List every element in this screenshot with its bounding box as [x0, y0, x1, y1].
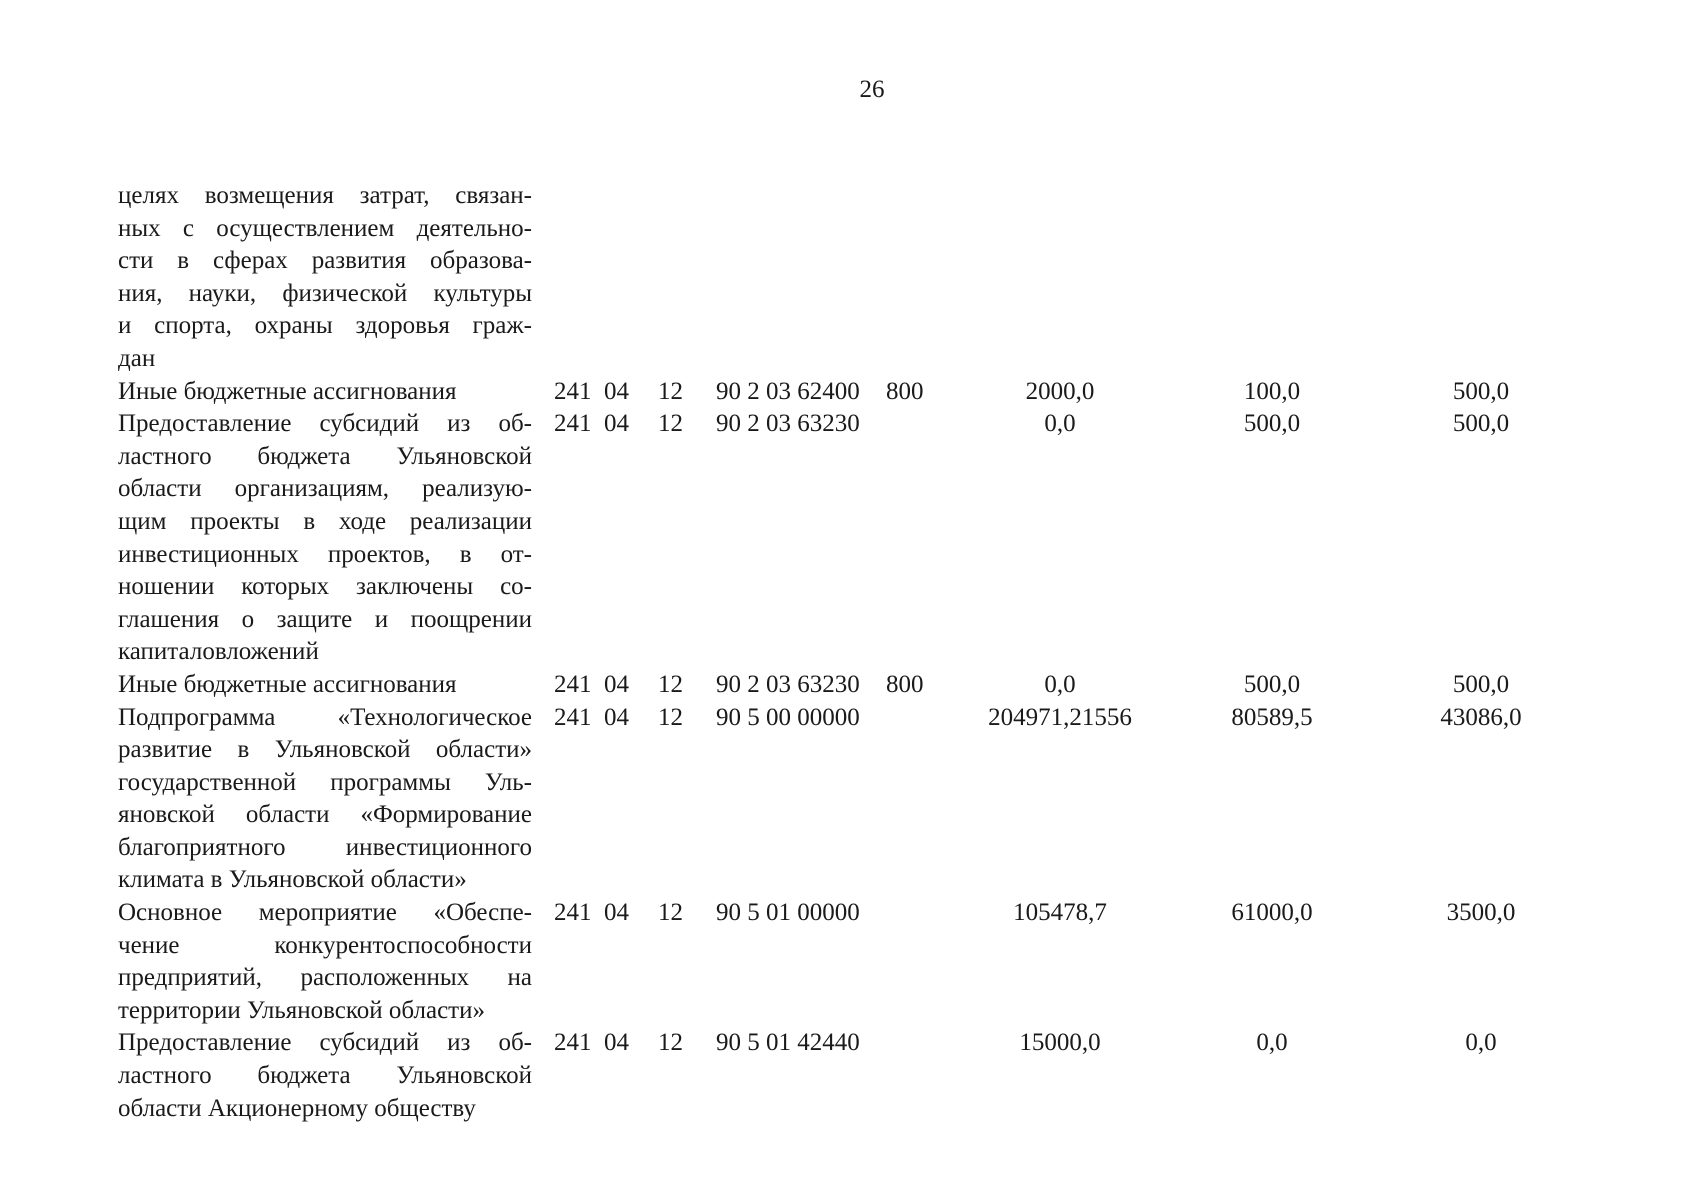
description-line: ния, науки, физической культуры [118, 279, 532, 307]
expense-type-cell [886, 180, 954, 376]
target-article-cell: 90 2 03 63230 [716, 410, 860, 438]
target-article-cell: 90 5 00 00000 [716, 703, 860, 731]
target-article-cell: 90 2 03 63230 [716, 670, 860, 698]
description-line: предприятий, расположенных на [118, 964, 532, 992]
ministry-code-cell: 241 [554, 703, 592, 731]
description-line: инвестиционных проектов, в от- [118, 540, 532, 568]
row-description-text [118, 669, 532, 702]
section-code-cell: 04 [604, 899, 629, 927]
ministry-code-cell [532, 180, 604, 376]
expense-type-cell [886, 1027, 954, 1125]
target-article-cell: 90 5 01 00000 [716, 899, 860, 927]
page-number-text: 26 [859, 76, 885, 103]
subsection-code-cell: 12 [658, 1029, 683, 1057]
table-row [118, 897, 1584, 1027]
target-article-cell [716, 180, 886, 376]
subsection-code-cell: 12 [658, 377, 683, 405]
ministry-code-cell: 241 [554, 377, 592, 405]
amount-year2-cell: 500,0 [1243, 670, 1301, 698]
expense-type-cell [886, 408, 954, 669]
ministry-code-cell: 241 [554, 670, 592, 698]
subsection-code-cell: 12 [658, 670, 683, 698]
table-row [118, 180, 1584, 376]
description-line: целях возмещения затрат, связан- [118, 182, 532, 209]
description-line: щим проекты в ходе реализации [118, 507, 532, 535]
table-row [118, 669, 1584, 702]
amount-year3-cell: 0,0 [1465, 1029, 1497, 1057]
description-line: благоприятного инвестиционного [118, 833, 532, 861]
amount-year3-cell: 500,0 [1452, 410, 1510, 438]
expense-type-cell [886, 897, 954, 1027]
row-description [118, 669, 532, 702]
row-description [118, 408, 532, 669]
row-description-text [118, 897, 532, 1027]
budget-table-body [118, 180, 1584, 1125]
description-line: государственной программы Уль- [118, 768, 532, 796]
amount-year1-cell: 15000,0 [1019, 1029, 1101, 1057]
description-line: яновской области «Формирование [118, 801, 532, 829]
amount-year1-cell: 0,0 [1044, 670, 1076, 698]
section-code-cell [604, 180, 658, 376]
description-line: и спорта, охраны здоровья граж- [118, 312, 532, 340]
description-line: ных с осуществлением деятельно- [118, 214, 532, 242]
description-line: территории Ульяновской области» [118, 996, 485, 1024]
table-row [118, 702, 1584, 898]
section-code-cell: 04 [604, 377, 629, 405]
amount-year3-cell: 500,0 [1452, 377, 1510, 405]
amount-year2-cell: 80589,5 [1231, 703, 1313, 731]
amount-year1-cell: 105478,7 [1013, 899, 1107, 927]
amount-year2-cell: 500,0 [1243, 410, 1301, 438]
description-line: сти в сферах развития образова- [118, 247, 532, 275]
description-line: Предоставление субсидий из об- [118, 1029, 532, 1057]
budget-table [118, 180, 1584, 1125]
description-line: ластного бюджета Ульяновской [118, 442, 532, 470]
table-row [118, 376, 1584, 409]
row-description [118, 376, 532, 409]
row-description [118, 897, 532, 1027]
table-row [118, 408, 1584, 669]
amount-year2-cell [1166, 180, 1378, 376]
ministry-code-cell: 241 [554, 410, 592, 438]
expense-type-cell [886, 702, 954, 898]
subsection-code-cell: 12 [658, 899, 683, 927]
description-line: Подпрограмма «Технологическое [118, 703, 532, 731]
expense-type-cell: 800 [886, 377, 924, 405]
row-description-text [118, 702, 532, 898]
description-line: чение конкурентоспособности [118, 931, 532, 959]
row-description-text [118, 180, 532, 376]
description-line: ластного бюджета Ульяновской [118, 1062, 532, 1090]
amount-year1-cell [954, 180, 1166, 376]
row-description-text [118, 408, 532, 669]
expense-type-cell: 800 [886, 670, 924, 698]
amount-year3-cell: 43086,0 [1440, 703, 1522, 731]
description-line: Основное мероприятие «Обеспе- [118, 899, 532, 927]
amount-year3-cell: 500,0 [1452, 670, 1510, 698]
amount-year1-cell: 2000,0 [1025, 377, 1095, 405]
description-line: Иные бюджетные ассигнования [118, 670, 457, 698]
amount-year3-cell [1378, 180, 1584, 376]
row-description-text [118, 1027, 532, 1125]
amount-year3-cell: 3500,0 [1446, 899, 1516, 927]
subsection-code-cell: 12 [658, 410, 683, 438]
section-code-cell: 04 [604, 703, 629, 731]
description-line: ношении которых заключены со- [118, 573, 532, 601]
ministry-code-cell: 241 [554, 899, 592, 927]
section-code-cell: 04 [604, 410, 629, 438]
ministry-code-cell: 241 [554, 1029, 592, 1057]
description-line: дан [118, 344, 156, 372]
description-line: Предоставление субсидий из об- [118, 410, 532, 438]
description-line: капиталовложений [118, 638, 319, 666]
subsection-code-cell [658, 180, 716, 376]
amount-year2-cell: 100,0 [1243, 377, 1301, 405]
amount-year1-cell: 204971,21556 [988, 703, 1132, 731]
target-article-cell: 90 2 03 62400 [716, 377, 860, 405]
row-description [118, 180, 532, 376]
description-line: Иные бюджетные ассигнования [118, 377, 457, 405]
row-description-text [118, 376, 532, 409]
description-line: развитие в Ульяновской области» [118, 736, 532, 764]
section-code-cell: 04 [604, 1029, 629, 1057]
description-line: области организациям, реализую- [118, 475, 532, 503]
row-description [118, 1027, 532, 1125]
table-row [118, 1027, 1584, 1125]
target-article-cell: 90 5 01 42440 [716, 1029, 860, 1057]
row-description [118, 702, 532, 898]
amount-year2-cell: 61000,0 [1231, 899, 1313, 927]
page-number [0, 76, 1698, 104]
description-line: климата в Ульяновской области» [118, 866, 467, 894]
description-line: глашения о защите и поощрении [118, 605, 532, 633]
subsection-code-cell: 12 [658, 703, 683, 731]
section-code-cell: 04 [604, 670, 629, 698]
amount-year1-cell: 0,0 [1044, 410, 1076, 438]
amount-year2-cell: 0,0 [1256, 1029, 1288, 1057]
description-line: области Акционерному обществу [118, 1094, 476, 1122]
